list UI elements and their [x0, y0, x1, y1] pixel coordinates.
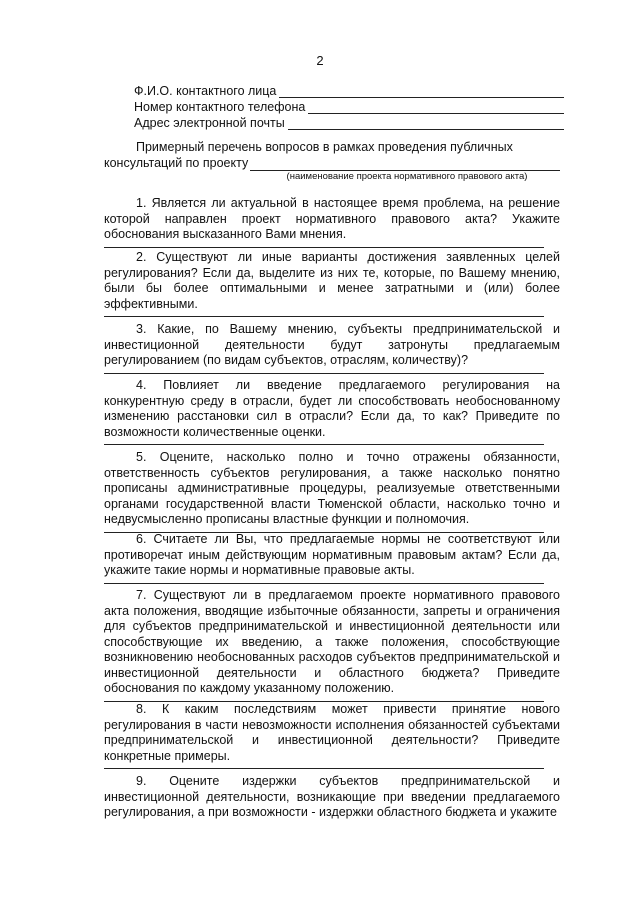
- consult-project-field[interactable]: [250, 159, 560, 171]
- contact-phone-label: Номер контактного телефона: [134, 100, 306, 114]
- question-text: 7. Существуют ли в предлагаемом проекте нормативного правового акта положения, вводящие избыточные обязанности, запреты и ограничения для субъектов предпринимательской и инвестиционной деятельности или способствующие их введению, а также положения, способствующие возникновению необоснованных расходов субъектов предпринимательской и инвестиционной деятельности и областного бюджета? Приведите обоснования по каждому указанному положению.: [104, 588, 560, 695]
- answer-line[interactable]: [104, 444, 544, 445]
- question-text: 8. К каким последствиям может привести принятие нового регулирования в части невозможности исполнения обязанностей субъектами предпринимательской и инвестиционной деятельности? Приведите конкретные примеры.: [104, 702, 560, 763]
- question-text: 5. Оцените, насколько полно и точно отражены обязанности, ответственность субъектов регулирования, а также насколько понятно прописаны административные процедуры, реализуемые ответственными органами государственной власти Тюменской области, насколько точно и недвусмысленно прописаны властные функции и полномочия.: [104, 450, 560, 526]
- contact-block: [134, 84, 564, 132]
- answer-line[interactable]: [104, 247, 544, 248]
- contact-name-row: [134, 84, 564, 98]
- contact-email-row: [134, 116, 564, 130]
- question-3: [104, 322, 560, 374]
- contact-name-label: Ф.И.О. контактного лица: [134, 84, 277, 98]
- contact-name-field[interactable]: [279, 86, 564, 98]
- question-7: [104, 588, 560, 702]
- question-9: [104, 774, 560, 821]
- answer-line[interactable]: [104, 583, 544, 584]
- page-number: 2: [316, 53, 324, 68]
- contact-phone-row: [134, 100, 564, 114]
- question-text: 4. Повлияет ли введение предлагаемого регулирования на конкурентную среду в отрасли, будет ли способствовать необоснованному изменению расстановки сил в отрасли? Если да, то как? Приведите по возможности количественные оценки.: [104, 378, 560, 439]
- question-6: [104, 532, 560, 584]
- question-text: 2. Существуют ли иные варианты достижения заявленных целей регулирования? Если да, выделите из них те, которые, по Вашему мнению, были бы более оптимальными и менее затратными и (или) более эффективными.: [104, 250, 560, 311]
- question-text: 1. Является ли актуальной в настоящее время проблема, на решение которой направлен проект нормативного правового акта? Укажите обоснования высказанного Вами мнения.: [104, 196, 560, 241]
- question-4: [104, 378, 560, 445]
- answer-line[interactable]: [104, 373, 544, 374]
- intro-text: Примерный перечень вопросов в рамках проведения публичных: [136, 140, 513, 154]
- contact-email-label: Адрес электронной почты: [134, 116, 285, 130]
- consult-row: [104, 156, 560, 172]
- contact-email-field[interactable]: [288, 118, 564, 130]
- answer-line[interactable]: [104, 316, 544, 317]
- question-text: 9. Оцените издержки субъектов предпринимательской и инвестиционной деятельности, возникающие при введении предлагаемого регулирования, а при возможности - издержки областного бюджета и укажите: [104, 774, 560, 819]
- contact-phone-field[interactable]: [308, 102, 564, 114]
- consult-hint: (наименование проекта нормативного правового акта): [286, 171, 528, 182]
- question-1: [104, 196, 560, 248]
- answer-line[interactable]: [104, 768, 544, 769]
- question-2: [104, 250, 560, 317]
- question-text: 6. Считаете ли Вы, что предлагаемые нормы не соответствуют или противоречат иным действующим нормативным правовым актам? Если да, укажите такие нормы и нормативные правовые акты.: [104, 532, 560, 577]
- intro-block: [104, 140, 560, 183]
- question-8: [104, 702, 560, 769]
- question-5: [104, 450, 560, 533]
- question-text: 3. Какие, по Вашему мнению, субъекты предпринимательской и инвестиционной деятельности будут затронуты предлагаемым регулированием (по видам субъектов, отраслям, количеству)?: [104, 322, 560, 367]
- consult-label: консультаций по проекту: [104, 155, 249, 170]
